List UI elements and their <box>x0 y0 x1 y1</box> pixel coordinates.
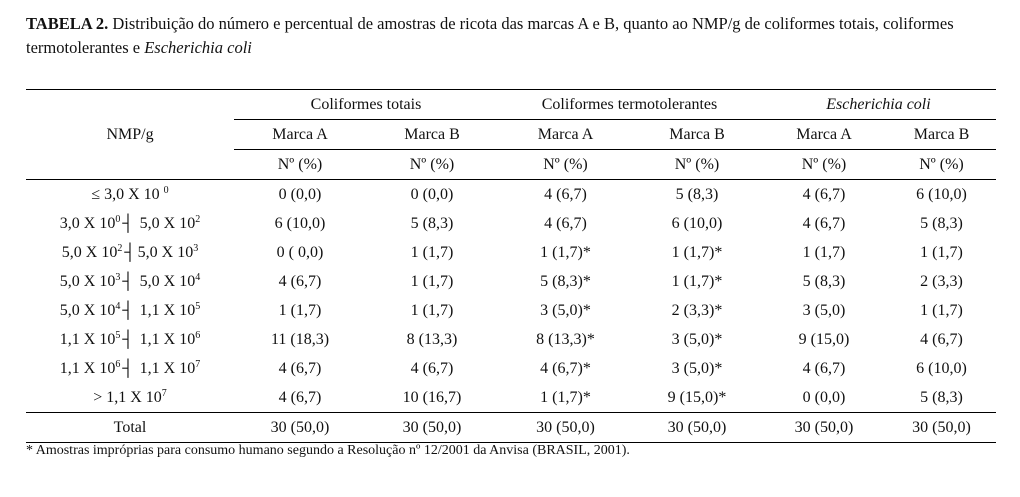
row-label: ≤ 3,0 X 10 $^0$ <box>91 184 169 203</box>
caption-text: Distribuição do número e percentual de amostras de ricota das marcas A e B, quanto ao NMP/g de coliformes totais, coliformes termotolerantes e <box>26 14 954 57</box>
table-cell: 10 (16,7) <box>402 388 462 406</box>
table-cell: 1 (1,7)* <box>540 243 591 261</box>
table-cell: 3 (5,0)* <box>671 330 723 348</box>
table-cell: 2 (3,3) <box>920 272 963 290</box>
table-cell: 6 (10,0) <box>916 359 967 377</box>
table-cell: 3 (5,0)* <box>540 301 591 319</box>
footnote: * Amostras impróprias para consumo humano segundo a Resolução nº 12/2001 da Anvisa (BRASIL, 2001). <box>26 443 630 458</box>
table-cell: 1 (1,7) <box>802 243 846 261</box>
table-cell: 0 (0,0) <box>410 185 454 203</box>
table-cell: 1 (1,7) <box>410 272 454 290</box>
total-row <box>26 413 996 443</box>
brand-header: Marca B <box>366 120 498 150</box>
table-row <box>26 238 996 267</box>
row-label-header: NMP/g <box>26 90 234 180</box>
table-cell: 5 (8,3) <box>920 388 963 406</box>
table-row <box>26 325 996 354</box>
table-cell: 9 (15,0)* <box>667 388 727 406</box>
table-cell: 6 (10,0) <box>916 185 967 203</box>
brand-header: Marca B <box>633 120 761 150</box>
table-cell: 3 (5,0) <box>802 301 846 319</box>
table-row <box>26 209 996 238</box>
row-label: 1,1 X $10^5$ ┤ 1,1 X $10^6$ <box>59 329 201 348</box>
table-cell: 4 (6,7) <box>410 359 454 377</box>
table-cell: 6 (10,0) <box>671 214 723 232</box>
table-cell: 4 (6,7) <box>802 185 846 203</box>
table-cell: 8 (13,3) <box>406 330 458 348</box>
row-label: 3,0 X $10^0$ ┤ 5,0 X $10^2$ <box>59 213 201 232</box>
row-label: 1,1 X $10^6$ ┤ 1,1 X $10^7$ <box>59 358 201 377</box>
table-caption <box>26 12 1006 60</box>
table-cell: 5 (8,3) <box>675 185 719 203</box>
row-label: 5,0 X $10^4$ ┤ 1,1 X $10^5$ <box>59 300 201 319</box>
table-cell: 1 (1,7)* <box>540 388 591 406</box>
table-cell: 4 (6,7) <box>802 214 846 232</box>
table-cell: 4 (6,7) <box>544 214 587 232</box>
table-cell: 8 (13,3)* <box>536 330 595 348</box>
table-cell: 1 (1,7) <box>410 243 454 261</box>
table-cell: 0 ( 0,0) <box>276 243 324 261</box>
table-cell: 4 (6,7) <box>920 330 963 348</box>
table-cell: 1 (1,7)* <box>671 272 723 290</box>
unit-header: Nº (%) <box>633 150 761 180</box>
table-cell: 5 (8,3) <box>920 214 963 232</box>
table-cell: 0 (0,0) <box>278 185 322 203</box>
table-cell: 1 (1,7)* <box>671 243 723 261</box>
table-cell: 4 (6,7)* <box>540 359 591 377</box>
total-cell: 30 (50,0) <box>234 413 366 443</box>
table-cell: 1 (1,7) <box>920 301 963 319</box>
total-label: Total <box>26 413 234 443</box>
caption-italic-text: Escherichia coli <box>144 38 252 57</box>
table-cell: 5 (8,3)* <box>540 272 591 290</box>
table-row <box>26 180 996 210</box>
group-header-thermotolerant: Coliformes termotolerantes <box>498 90 761 120</box>
row-label: 5,0 X $10^3$ ┤ 5,0 X $10^4$ <box>59 271 201 290</box>
table-cell: 5 (8,3) <box>410 214 454 232</box>
table-cell: 4 (6,7) <box>544 185 587 203</box>
table-cell: 2 (3,3)* <box>671 301 723 319</box>
total-cell: 30 (50,0) <box>761 413 887 443</box>
row-label: 5,0 X $10^2$ ┤ 5,0 X $10^3$ <box>61 242 199 261</box>
table-cell: 9 (15,0) <box>798 330 850 348</box>
brand-header: Marca B <box>887 120 996 150</box>
header-row-groups <box>26 90 996 120</box>
total-cell: 30 (50,0) <box>366 413 498 443</box>
table-row <box>26 383 996 413</box>
table-cell: 4 (6,7) <box>278 272 322 290</box>
unit-header: Nº (%) <box>498 150 633 180</box>
total-cell: 30 (50,0) <box>633 413 761 443</box>
total-cell: 30 (50,0) <box>498 413 633 443</box>
table-cell: 0 (0,0) <box>802 388 846 406</box>
row-label: > 1,1 X $10^7$ <box>93 387 167 406</box>
caption-label: TABELA 2. <box>26 14 109 33</box>
brand-header: Marca A <box>498 120 633 150</box>
table-cell: 4 (6,7) <box>278 359 322 377</box>
table-cell: 5 (8,3) <box>802 272 846 290</box>
group-header-ecoli: Escherichia coli <box>761 90 996 120</box>
table-cell: 6 (10,0) <box>274 214 326 232</box>
table-cell: 11 (18,3) <box>270 330 330 348</box>
table-cell: 4 (6,7) <box>278 388 322 406</box>
table-cell: 1 (1,7) <box>410 301 454 319</box>
brand-header: Marca A <box>234 120 366 150</box>
table-row <box>26 354 996 383</box>
table-row <box>26 296 996 325</box>
data-table <box>26 89 996 443</box>
table-cell: 3 (5,0)* <box>671 359 723 377</box>
table-cell: 1 (1,7) <box>920 243 963 261</box>
table-cell: 1 (1,7) <box>278 301 322 319</box>
unit-header: Nº (%) <box>234 150 366 180</box>
unit-header: Nº (%) <box>761 150 887 180</box>
total-cell: 30 (50,0) <box>887 413 996 443</box>
unit-header: Nº (%) <box>887 150 996 180</box>
group-header-total-coliforms: Coliformes totais <box>234 90 498 120</box>
unit-header: Nº (%) <box>366 150 498 180</box>
table-row <box>26 267 996 296</box>
table-cell: 4 (6,7) <box>802 359 846 377</box>
brand-header: Marca A <box>761 120 887 150</box>
